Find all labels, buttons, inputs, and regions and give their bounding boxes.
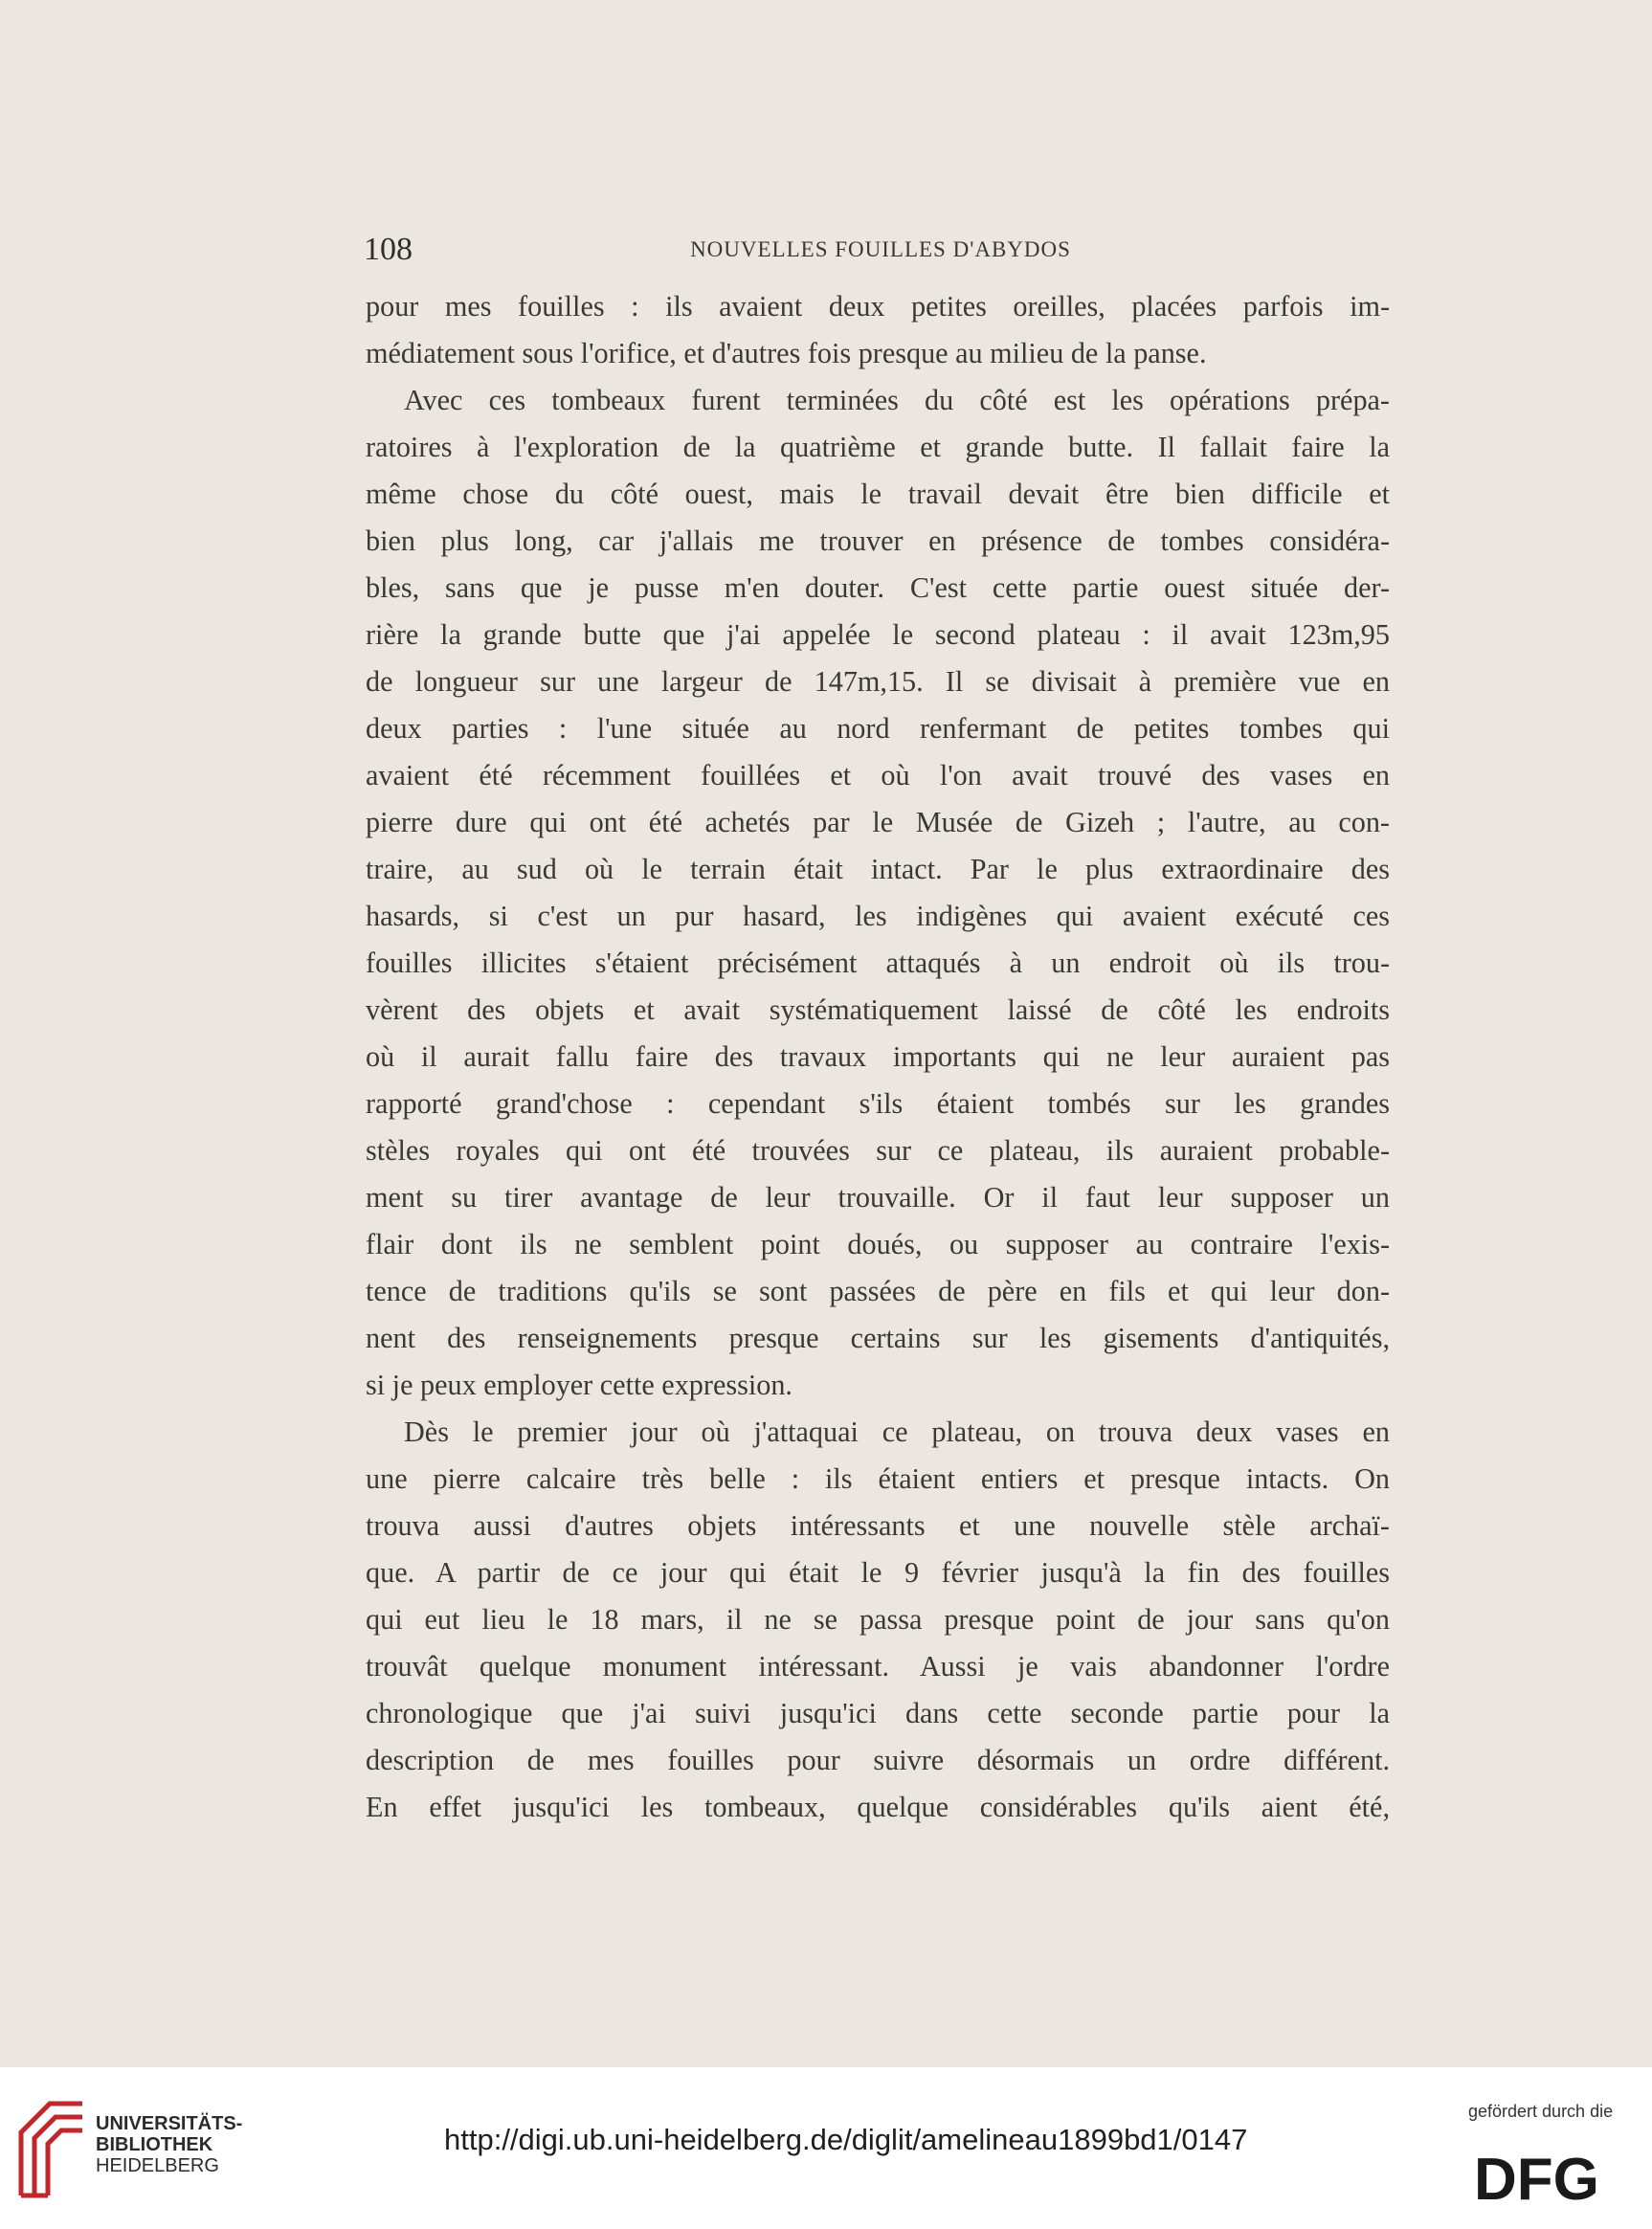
text-line: ratoires à l'exploration de la quatrième et grande butte. Il fallait faire la (366, 431, 1390, 463)
text-line: bien plus long, car j'allais me trouver en présence de tombes considéra- (366, 524, 1390, 557)
text-line: si je peux employer cette expression. (366, 1369, 793, 1401)
text-line: pierre dure qui ont été achetés par le Musée de Gizeh ; l'autre, au con- (366, 806, 1390, 838)
text-line: description de mes fouilles pour suivre désormais un ordre différent. (366, 1744, 1390, 1776)
running-title: NOUVELLES FOUILLES D'ABYDOS (690, 237, 1071, 261)
text-line: flair dont ils ne semblent point doués, ou supposer au contraire l'exis- (366, 1228, 1390, 1260)
source-url-link[interactable]: http://digi.ub.uni-heidelberg.de/diglit/amelineau1899bd1/0147 (444, 2123, 1248, 2156)
library-name (96, 2113, 242, 2176)
library-name-line: BIBLIOTHEK (96, 2134, 213, 2155)
text-line: tence de traditions qu'ils se sont passées de père en fils et qui leur don- (366, 1275, 1390, 1307)
text-line: stèles royales qui ont été trouvées sur ce plateau, ils auraient probable- (366, 1134, 1390, 1167)
text-line: rière la grande butte que j'ai appelée le second plateau : il avait 123m,95 (366, 618, 1390, 651)
text-line: qui eut lieu le 18 mars, il ne se passa presque point de jour sans qu'on (366, 1603, 1390, 1636)
text-line: pour mes fouilles : ils avaient deux petites oreilles, placées parfois im- (366, 290, 1390, 323)
text-line: avaient été récemment fouillées et où l'on avait trouvé des vases en (366, 759, 1390, 791)
dfg-logo-text: DFG (1474, 2148, 1599, 2205)
body-text (366, 283, 1390, 1831)
text-line: ment su tirer avantage de leur trouvaille. Or il faut leur supposer un (366, 1181, 1390, 1214)
text-line: deux parties : l'une située au nord renfermant de petites tombes qui (366, 712, 1390, 745)
text-line: médiatement sous l'orifice, et d'autres fois presque au milieu de la panse. (366, 337, 1207, 369)
text-line: traire, au sud où le terrain était intact. Par le plus extraordinaire des (366, 853, 1390, 885)
dfg-logo-icon (1474, 2148, 1627, 2205)
footer-bar (0, 2067, 1652, 2229)
page-number: 108 (364, 232, 413, 267)
text-line: même chose du côté ouest, mais le travail devait être bien difficile et (366, 478, 1390, 510)
funding-note: gefördert durch die (1468, 2102, 1614, 2121)
text-line: Avec ces tombeaux furent terminées du côté est les opérations prépa- (404, 384, 1390, 416)
library-name-line: UNIVERSITÄTS- (96, 2113, 243, 2134)
text-line: rapporté grand'chose : cependant s'ils étaient tombés sur les grandes (366, 1087, 1390, 1120)
library-name-line: HEIDELBERG (96, 2155, 219, 2176)
text-line: vèrent des objets et avait systématiquement laissé de côté les endroits (366, 993, 1390, 1026)
text-line: Dès le premier jour où j'attaquai ce plateau, on trouva deux vases en (404, 1415, 1390, 1448)
text-line: hasards, si c'est un pur hasard, les indigènes qui avaient exécuté ces (366, 900, 1390, 932)
text-line: En effet jusqu'ici les tombeaux, quelque considérables qu'ils aient été, (366, 1791, 1390, 1823)
page-header (364, 232, 1397, 270)
text-line: trouvât quelque monument intéressant. Aussi je vais abandonner l'ordre (366, 1650, 1390, 1683)
library-logo-icon (13, 2096, 90, 2201)
text-line: que. A partir de ce jour qui était le 9 février jusqu'à la fin des fouilles (366, 1556, 1390, 1589)
text-line: fouilles illicites s'étaient précisément attaqués à un endroit où ils trou- (366, 947, 1390, 979)
text-line: trouva aussi d'autres objets intéressants et une nouvelle stèle archaï- (366, 1509, 1390, 1542)
text-line: une pierre calcaire très belle : ils étaient entiers et presque intacts. On (366, 1462, 1390, 1495)
text-line: chronologique que j'ai suivi jusqu'ici dans cette seconde partie pour la (366, 1697, 1390, 1729)
text-line: de longueur sur une largeur de 147m,15. Il se divisait à première vue en (366, 665, 1390, 698)
text-line: nent des renseignements presque certains sur les gisements d'antiquités, (366, 1322, 1390, 1354)
text-line: bles, sans que je pusse m'en douter. C'est cette partie ouest située der- (366, 571, 1390, 604)
text-line: où il aurait fallu faire des travaux importants qui ne leur auraient pas (366, 1040, 1390, 1073)
